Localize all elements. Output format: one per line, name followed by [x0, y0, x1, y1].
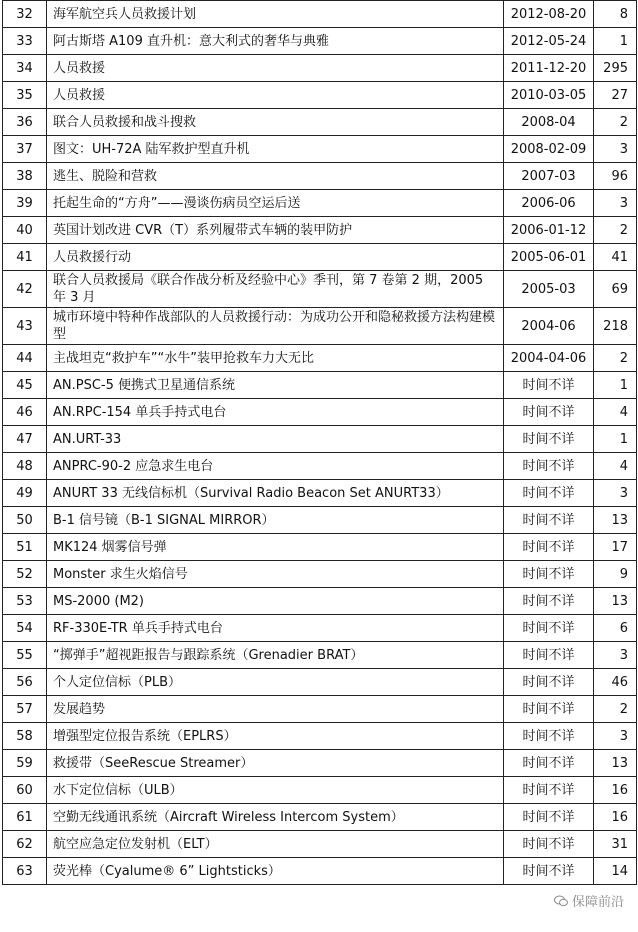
table-row: [3, 55, 637, 82]
table-row: [3, 696, 637, 723]
table-row: [3, 669, 637, 696]
table-row: [3, 1, 637, 28]
row-date: 2004-06: [504, 308, 594, 345]
records-table: [2, 0, 637, 885]
row-title: 逃生、脱险和营救: [47, 163, 504, 190]
row-index: 56: [3, 669, 47, 696]
row-title: 空勤无线通讯系统（Aircraft Wireless Intercom System）: [47, 804, 504, 831]
row-index: 50: [3, 507, 47, 534]
row-date: 时间不详: [504, 426, 594, 453]
watermark: [554, 891, 624, 910]
row-index: 39: [3, 190, 47, 217]
row-index: 33: [3, 28, 47, 55]
row-date: 2011-12-20: [504, 55, 594, 82]
row-count: 1: [594, 426, 637, 453]
table-row: [3, 858, 637, 885]
row-count: 295: [594, 55, 637, 82]
row-title: 城市环境中特种作战部队的人员救援行动：为成功公开和隐秘救援方法构建模型: [47, 308, 504, 345]
table-row: [3, 82, 637, 109]
row-count: 13: [594, 588, 637, 615]
row-title: “掷弹手”超视距报告与跟踪系统（Grenadier BRAT）: [47, 642, 504, 669]
row-count: 13: [594, 750, 637, 777]
row-title: AN.URT-33: [47, 426, 504, 453]
row-date: 时间不详: [504, 723, 594, 750]
row-date: 时间不详: [504, 453, 594, 480]
table-row: [3, 136, 637, 163]
row-index: 59: [3, 750, 47, 777]
row-title: 主战坦克“救护车”“水牛”装甲抢救车力大无比: [47, 345, 504, 372]
row-count: 16: [594, 777, 637, 804]
table-row: [3, 723, 637, 750]
table-row: [3, 777, 637, 804]
row-date: 时间不详: [504, 804, 594, 831]
table-row: [3, 28, 637, 55]
row-index: 63: [3, 858, 47, 885]
table-row: [3, 750, 637, 777]
row-date: 时间不详: [504, 534, 594, 561]
row-title: AN.RPC-154 单兵手持式电台: [47, 399, 504, 426]
row-title: Monster 求生火焰信号: [47, 561, 504, 588]
table-row: [3, 217, 637, 244]
row-count: 41: [594, 244, 637, 271]
table-row: [3, 588, 637, 615]
table-row: [3, 831, 637, 858]
row-count: 27: [594, 82, 637, 109]
row-title: 航空应急定位发射机（ELT）: [47, 831, 504, 858]
table-row: [3, 642, 637, 669]
row-count: 4: [594, 399, 637, 426]
row-title: 阿古斯塔 A109 直升机：意大利式的奢华与典雅: [47, 28, 504, 55]
row-date: 2006-01-12: [504, 217, 594, 244]
row-date: 2010-03-05: [504, 82, 594, 109]
row-index: 41: [3, 244, 47, 271]
row-title: 联合人员救援和战斗搜救: [47, 109, 504, 136]
table-row: [3, 345, 637, 372]
row-index: 53: [3, 588, 47, 615]
row-date: 时间不详: [504, 588, 594, 615]
table-row: [3, 480, 637, 507]
row-date: 时间不详: [504, 669, 594, 696]
row-index: 43: [3, 308, 47, 345]
table-row: [3, 426, 637, 453]
row-count: 2: [594, 109, 637, 136]
row-date: 2008-02-09: [504, 136, 594, 163]
watermark-text: 保障前沿: [571, 895, 624, 910]
row-date: 时间不详: [504, 372, 594, 399]
row-title: 海军航空兵人员救援计划: [47, 1, 504, 28]
row-index: 60: [3, 777, 47, 804]
row-index: 37: [3, 136, 47, 163]
row-index: 40: [3, 217, 47, 244]
row-title: 英国计划改进 CVR（T）系列履带式车辆的装甲防护: [47, 217, 504, 244]
row-date: 2012-05-24: [504, 28, 594, 55]
row-index: 52: [3, 561, 47, 588]
row-index: 58: [3, 723, 47, 750]
row-index: 45: [3, 372, 47, 399]
row-count: 31: [594, 831, 637, 858]
row-count: 69: [594, 271, 637, 308]
table-row: [3, 399, 637, 426]
row-index: 55: [3, 642, 47, 669]
table-row: [3, 163, 637, 190]
row-count: 16: [594, 804, 637, 831]
row-count: 218: [594, 308, 637, 345]
row-index: 61: [3, 804, 47, 831]
row-title: 救援带（SeeRescue Streamer）: [47, 750, 504, 777]
row-date: 时间不详: [504, 399, 594, 426]
row-title: RF-330E-TR 单兵手持式电台: [47, 615, 504, 642]
row-title: 发展趋势: [47, 696, 504, 723]
row-title: 图文：UH-72A 陆军救护型直升机: [47, 136, 504, 163]
row-date: 时间不详: [504, 507, 594, 534]
row-date: 2005-06-01: [504, 244, 594, 271]
row-index: 47: [3, 426, 47, 453]
row-count: 1: [594, 372, 637, 399]
row-date: 时间不详: [504, 750, 594, 777]
row-title: 水下定位信标（ULB）: [47, 777, 504, 804]
row-count: 2: [594, 696, 637, 723]
row-date: 2012-08-20: [504, 1, 594, 28]
row-date: 时间不详: [504, 480, 594, 507]
row-index: 54: [3, 615, 47, 642]
row-title: MS-2000 (M2): [47, 588, 504, 615]
row-index: 34: [3, 55, 47, 82]
row-title: 托起生命的“方舟”——漫谈伤病员空运后送: [47, 190, 504, 217]
row-date: 2008-04: [504, 109, 594, 136]
row-count: 2: [594, 217, 637, 244]
table-row: [3, 804, 637, 831]
row-count: 96: [594, 163, 637, 190]
row-count: 17: [594, 534, 637, 561]
row-index: 57: [3, 696, 47, 723]
row-index: 51: [3, 534, 47, 561]
row-title: AN.PSC-5 便携式卫星通信系统: [47, 372, 504, 399]
table-row: [3, 190, 637, 217]
row-title: 个人定位信标（PLB）: [47, 669, 504, 696]
row-title: MK124 烟雾信号弹: [47, 534, 504, 561]
table-row: [3, 453, 637, 480]
row-index: 35: [3, 82, 47, 109]
row-index: 44: [3, 345, 47, 372]
row-index: 62: [3, 831, 47, 858]
row-date: 时间不详: [504, 858, 594, 885]
row-count: 3: [594, 480, 637, 507]
wechat-icon: [554, 895, 568, 907]
row-title: 人员救援: [47, 82, 504, 109]
row-count: 46: [594, 669, 637, 696]
row-count: 14: [594, 858, 637, 885]
table-row: [3, 244, 637, 271]
row-date: 时间不详: [504, 696, 594, 723]
row-date: 2007-03: [504, 163, 594, 190]
row-title: B-1 信号镜（B-1 SIGNAL MIRROR）: [47, 507, 504, 534]
table-row: [3, 109, 637, 136]
row-date: 时间不详: [504, 642, 594, 669]
row-count: 8: [594, 1, 637, 28]
row-count: 1: [594, 28, 637, 55]
row-title: 人员救援: [47, 55, 504, 82]
row-title: 联合人员救援局《联合作战分析及经验中心》季刊，第 7 卷第 2 期，2005 年 3 月: [47, 271, 504, 308]
row-index: 38: [3, 163, 47, 190]
table-row: [3, 271, 637, 308]
row-index: 32: [3, 1, 47, 28]
row-title: ANURT 33 无线信标机（Survival Radio Beacon Set ANURT33）: [47, 480, 504, 507]
row-count: 9: [594, 561, 637, 588]
table-row: [3, 308, 637, 345]
row-count: 3: [594, 723, 637, 750]
row-count: 4: [594, 453, 637, 480]
table-row: [3, 561, 637, 588]
row-index: 36: [3, 109, 47, 136]
row-count: 3: [594, 136, 637, 163]
row-date: 时间不详: [504, 831, 594, 858]
table-row: [3, 534, 637, 561]
row-count: 13: [594, 507, 637, 534]
table-row: [3, 507, 637, 534]
row-count: 3: [594, 642, 637, 669]
row-title: 增强型定位报告系统（EPLRS）: [47, 723, 504, 750]
row-date: 2006-06: [504, 190, 594, 217]
row-count: 2: [594, 345, 637, 372]
row-index: 49: [3, 480, 47, 507]
row-date: 时间不详: [504, 561, 594, 588]
row-title: ANPRC-90-2 应急求生电台: [47, 453, 504, 480]
row-date: 2005-03: [504, 271, 594, 308]
row-date: 时间不详: [504, 615, 594, 642]
table-row: [3, 615, 637, 642]
table-row: [3, 372, 637, 399]
row-count: 6: [594, 615, 637, 642]
row-title: 人员救援行动: [47, 244, 504, 271]
row-count: 3: [594, 190, 637, 217]
row-index: 46: [3, 399, 47, 426]
row-index: 42: [3, 271, 47, 308]
row-index: 48: [3, 453, 47, 480]
row-date: 2004-04-06: [504, 345, 594, 372]
row-date: 时间不详: [504, 777, 594, 804]
row-title: 荧光棒（Cyalume® 6” Lightsticks）: [47, 858, 504, 885]
